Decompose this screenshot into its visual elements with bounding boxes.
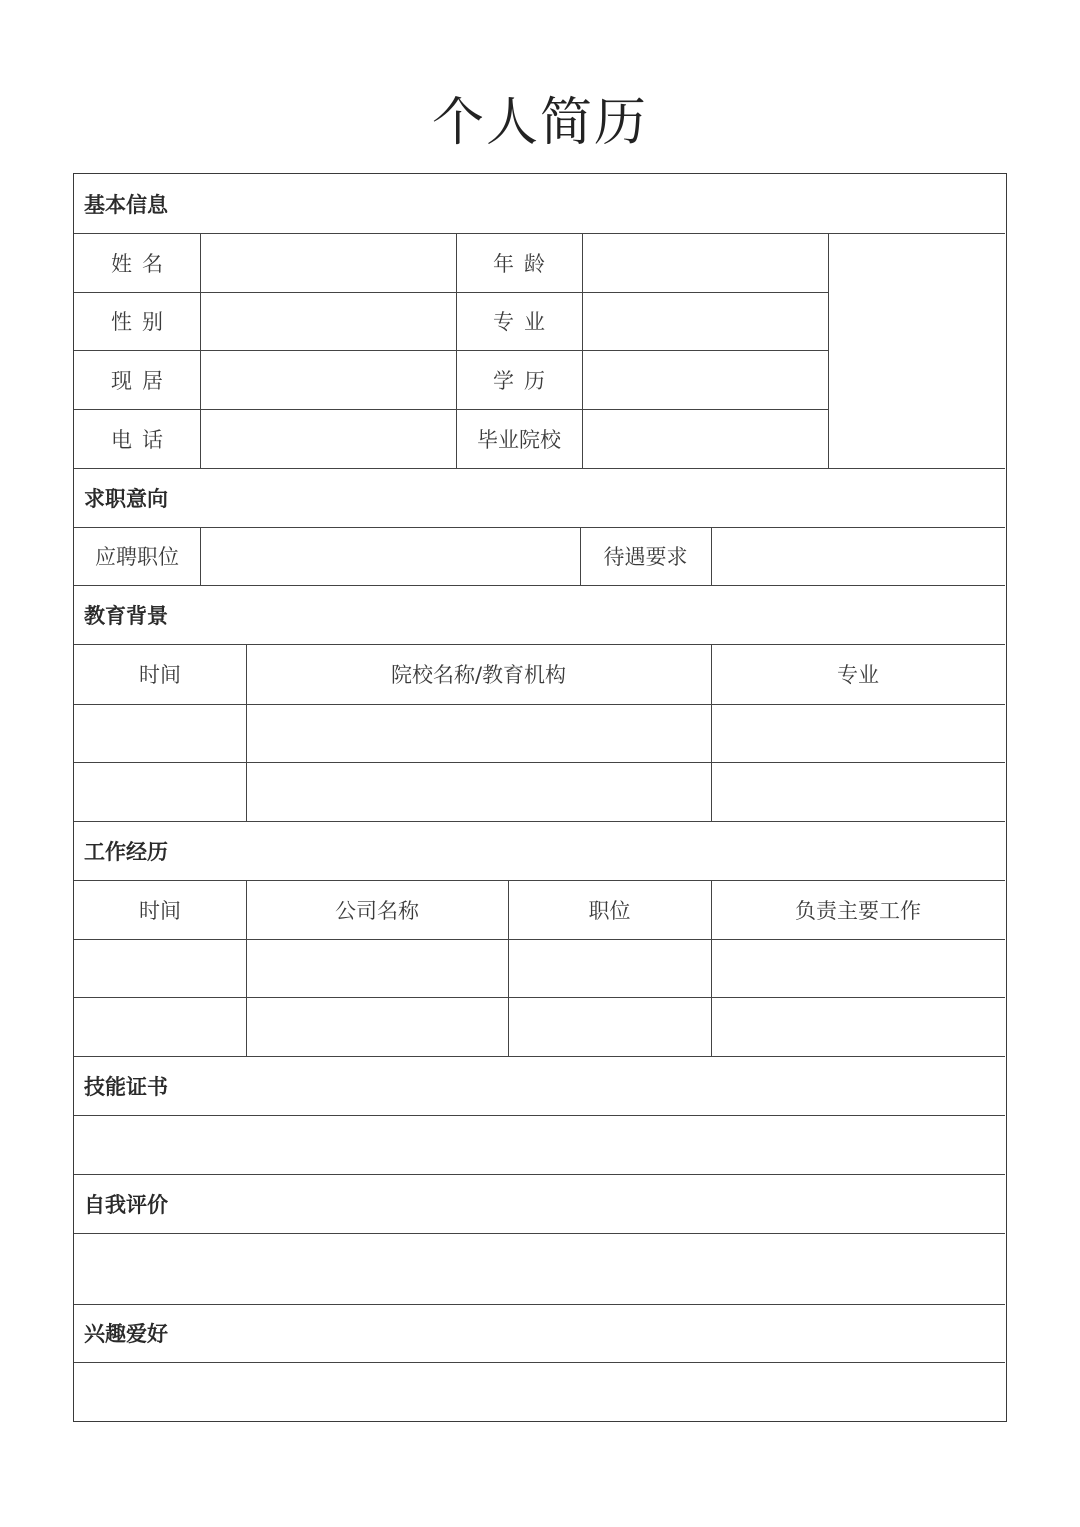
- hobbies-field[interactable]: [75, 1363, 1005, 1420]
- work-time-field[interactable]: [75, 998, 245, 1055]
- work-header-time: 时间: [139, 898, 181, 923]
- label-residence: 现居: [111, 368, 173, 393]
- age-field[interactable]: [583, 234, 827, 291]
- label-desired-position: 应聘职位: [95, 545, 179, 569]
- photo-area[interactable]: [829, 234, 1005, 467]
- gender-field[interactable]: [201, 293, 455, 349]
- label-age: 年龄: [493, 251, 555, 276]
- label-graduated-school: 毕业院校: [477, 427, 561, 452]
- section-education: 教育背景: [84, 603, 168, 628]
- work-header-company: 公司名称: [335, 898, 419, 923]
- label-name: 姓名: [111, 251, 173, 276]
- education-school-field[interactable]: [247, 705, 710, 761]
- work-company-field[interactable]: [247, 998, 507, 1055]
- label-gender: 性别: [111, 310, 173, 334]
- name-field[interactable]: [201, 234, 455, 291]
- desired-position-field[interactable]: [201, 528, 579, 584]
- major-field[interactable]: [583, 293, 827, 349]
- section-work-experience: 工作经历: [84, 839, 168, 864]
- label-degree: 学历: [493, 368, 555, 393]
- label-major: 专业: [493, 310, 555, 334]
- skills-field[interactable]: [75, 1116, 1005, 1173]
- work-header-position: 职位: [588, 898, 631, 923]
- section-job-intent: 求职意向: [84, 486, 168, 511]
- education-time-field[interactable]: [75, 763, 245, 820]
- work-time-field[interactable]: [75, 940, 245, 996]
- section-skills: 技能证书: [84, 1074, 168, 1099]
- label-salary-expectation: 待遇要求: [603, 545, 688, 569]
- page-title: 个人简历: [431, 93, 648, 153]
- work-company-field[interactable]: [247, 940, 507, 996]
- education-header-major: 专业: [837, 663, 879, 687]
- education-major-field[interactable]: [712, 705, 1005, 761]
- salary-expectation-field[interactable]: [712, 528, 1005, 584]
- education-school-field[interactable]: [247, 763, 710, 820]
- label-phone: 电话: [111, 427, 173, 452]
- resume-form: [73, 173, 1007, 1422]
- education-header-school: 院校名称/教育机构: [390, 663, 567, 687]
- residence-field[interactable]: [201, 351, 455, 408]
- section-hobbies: 兴趣爱好: [84, 1322, 168, 1346]
- work-responsibilities-field[interactable]: [712, 940, 1005, 996]
- work-responsibilities-field[interactable]: [712, 998, 1005, 1055]
- degree-field[interactable]: [583, 351, 827, 408]
- section-self-evaluation: 自我评价: [84, 1192, 168, 1217]
- phone-field[interactable]: [201, 410, 455, 467]
- work-position-field[interactable]: [509, 998, 710, 1055]
- graduated-school-field[interactable]: [583, 410, 827, 467]
- education-time-field[interactable]: [75, 705, 245, 761]
- work-header-responsibilities: 负责主要工作: [795, 898, 921, 923]
- section-basic-info: 基本信息: [84, 192, 168, 217]
- work-position-field[interactable]: [509, 940, 710, 996]
- education-header-time: 时间: [139, 663, 181, 687]
- education-major-field[interactable]: [712, 763, 1005, 820]
- self-evaluation-field[interactable]: [75, 1234, 1005, 1303]
